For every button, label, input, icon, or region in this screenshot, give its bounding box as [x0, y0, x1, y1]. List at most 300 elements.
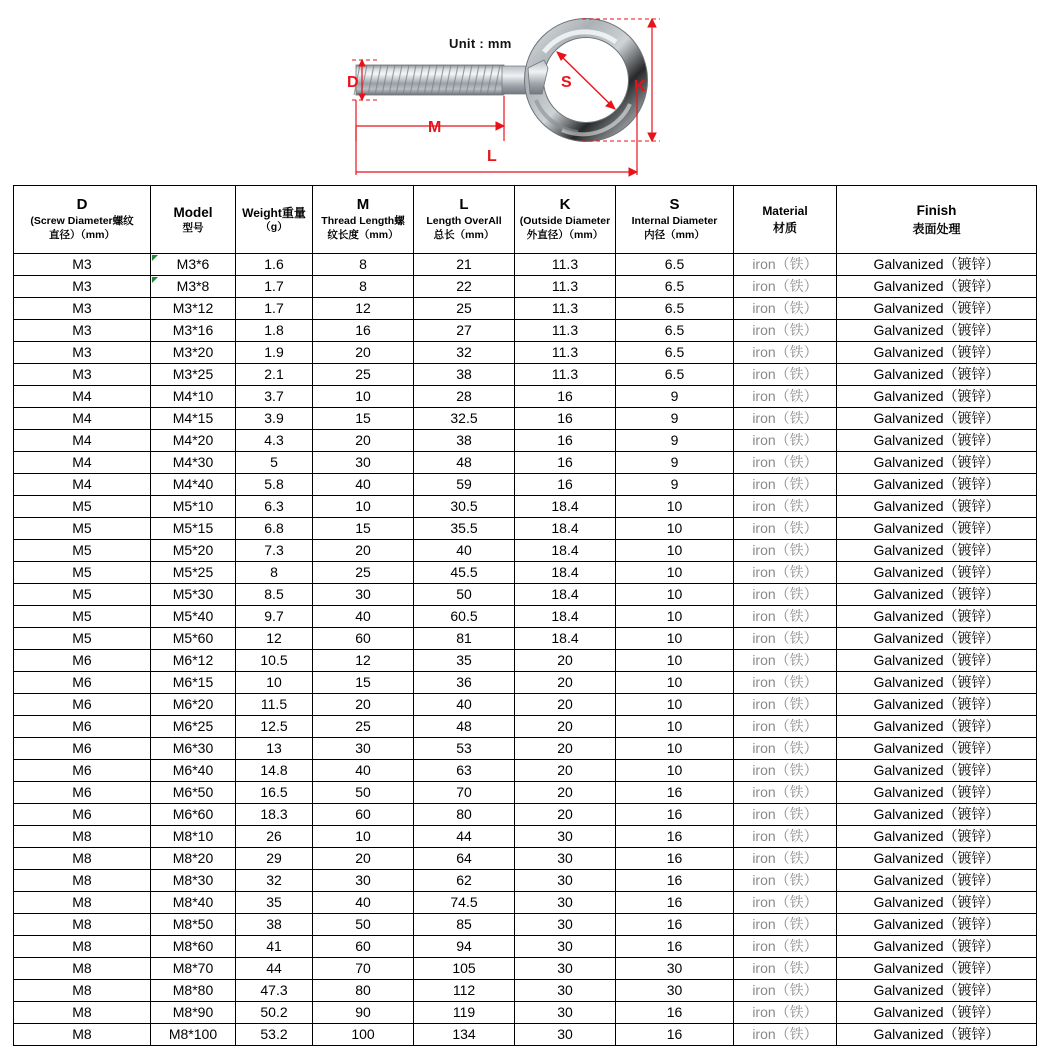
cell-weight: 3.7 [236, 386, 313, 408]
cell-finish: Galvanized（镀锌） [837, 716, 1037, 738]
column-header-finish [837, 186, 1037, 254]
cell-internal-diameter: 30 [616, 980, 734, 1002]
cell-outside-diameter: 30 [515, 870, 616, 892]
cell-thread-length: 15 [313, 672, 414, 694]
cell-internal-diameter: 10 [616, 540, 734, 562]
cell-screw-diameter: M4 [14, 452, 151, 474]
cell-length-overall: 35.5 [414, 518, 515, 540]
cell-material: iron（铁） [734, 760, 837, 782]
cell-length-overall: 74.5 [414, 892, 515, 914]
table-row [14, 562, 1037, 584]
cell-model: M5*40 [151, 606, 236, 628]
cell-model: M5*60 [151, 628, 236, 650]
cell-thread-length: 20 [313, 540, 414, 562]
cell-finish: Galvanized（镀锌） [837, 474, 1037, 496]
cell-screw-diameter: M5 [14, 584, 151, 606]
cell-length-overall: 94 [414, 936, 515, 958]
cell-length-overall: 38 [414, 430, 515, 452]
table-row [14, 826, 1037, 848]
cell-model: M3*12 [151, 298, 236, 320]
cell-internal-diameter: 16 [616, 848, 734, 870]
cell-finish: Galvanized（镀锌） [837, 408, 1037, 430]
cell-thread-length: 12 [313, 650, 414, 672]
cell-material: iron（铁） [734, 914, 837, 936]
cell-model: M3*25 [151, 364, 236, 386]
cell-thread-length: 10 [313, 496, 414, 518]
cell-internal-diameter: 16 [616, 782, 734, 804]
cell-internal-diameter: 10 [616, 760, 734, 782]
cell-thread-length: 30 [313, 452, 414, 474]
cell-weight: 1.9 [236, 342, 313, 364]
cell-weight: 14.8 [236, 760, 313, 782]
cell-length-overall: 21 [414, 254, 515, 276]
cell-internal-diameter: 10 [616, 628, 734, 650]
column-header-d [14, 186, 151, 254]
column-header-material [734, 186, 837, 254]
cell-model: M6*20 [151, 694, 236, 716]
column-header-m-sub: Thread Length螺 [321, 215, 405, 228]
cell-weight: 7.3 [236, 540, 313, 562]
dimension-label-d: D [347, 74, 359, 91]
cell-internal-diameter: 16 [616, 892, 734, 914]
cell-weight: 1.7 [236, 276, 313, 298]
cell-internal-diameter: 9 [616, 408, 734, 430]
cell-material: iron（铁） [734, 782, 837, 804]
cell-finish: Galvanized（镀锌） [837, 540, 1037, 562]
cell-weight: 6.8 [236, 518, 313, 540]
cell-material: iron（铁） [734, 452, 837, 474]
cell-finish: Galvanized（镀锌） [837, 694, 1037, 716]
cell-thread-length: 8 [313, 254, 414, 276]
table-row [14, 914, 1037, 936]
cell-model: M3*20 [151, 342, 236, 364]
cell-screw-diameter: M6 [14, 804, 151, 826]
cell-model: M5*30 [151, 584, 236, 606]
cell-outside-diameter: 11.3 [515, 298, 616, 320]
cell-model: M4*10 [151, 386, 236, 408]
cell-outside-diameter: 30 [515, 1024, 616, 1046]
cell-finish: Galvanized（镀锌） [837, 782, 1037, 804]
cell-thread-length: 20 [313, 848, 414, 870]
column-header-material-sub: 材质 [772, 220, 797, 235]
cell-weight: 12 [236, 628, 313, 650]
cell-finish: Galvanized（镀锌） [837, 562, 1037, 584]
table-row [14, 540, 1037, 562]
column-header-k-sub: (Outside Diameter [519, 215, 611, 228]
cell-outside-diameter: 30 [515, 1002, 616, 1024]
cell-model: M5*25 [151, 562, 236, 584]
table-row [14, 452, 1037, 474]
cell-length-overall: 28 [414, 386, 515, 408]
cell-model: M6*30 [151, 738, 236, 760]
cell-model [151, 254, 236, 276]
cell-material: iron（铁） [734, 980, 837, 1002]
cell-material: iron（铁） [734, 408, 837, 430]
cell-weight: 18.3 [236, 804, 313, 826]
column-header-s [616, 186, 734, 254]
table-row [14, 870, 1037, 892]
cell-length-overall: 22 [414, 276, 515, 298]
cell-material: iron（铁） [734, 892, 837, 914]
cell-model: M4*30 [151, 452, 236, 474]
cell-model: M6*15 [151, 672, 236, 694]
cell-material: iron（铁） [734, 540, 837, 562]
cell-thread-length: 25 [313, 364, 414, 386]
table-row [14, 628, 1037, 650]
cell-outside-diameter: 30 [515, 848, 616, 870]
cell-finish: Galvanized（镀锌） [837, 936, 1037, 958]
cell-model: M4*40 [151, 474, 236, 496]
cell-finish: Galvanized（镀锌） [837, 980, 1037, 1002]
table-row [14, 320, 1037, 342]
column-header-k-sub2: 外直径）（mm） [526, 229, 604, 241]
cell-internal-diameter: 16 [616, 870, 734, 892]
cell-length-overall: 70 [414, 782, 515, 804]
table-row [14, 298, 1037, 320]
column-header-k-main: K [559, 196, 571, 214]
cell-thread-length: 60 [313, 936, 414, 958]
cell-weight: 41 [236, 936, 313, 958]
column-header-l-sub2: 总长（mm） [433, 229, 495, 241]
cell-material: iron（铁） [734, 804, 837, 826]
cell-comment-marker-icon [152, 255, 158, 261]
table-body [14, 254, 1037, 1046]
cell-length-overall: 50 [414, 584, 515, 606]
table-row [14, 980, 1037, 1002]
cell-internal-diameter: 16 [616, 936, 734, 958]
cell-thread-length: 8 [313, 276, 414, 298]
column-header-s-main: S [669, 196, 680, 214]
column-header-s-sub2: 内径（mm） [644, 229, 705, 241]
cell-thread-length: 10 [313, 826, 414, 848]
cell-screw-diameter: M5 [14, 606, 151, 628]
cell-thread-length: 60 [313, 804, 414, 826]
cell-finish: Galvanized（镀锌） [837, 760, 1037, 782]
cell-outside-diameter: 30 [515, 980, 616, 1002]
cell-outside-diameter: 20 [515, 672, 616, 694]
cell-outside-diameter: 11.3 [515, 364, 616, 386]
cell-internal-diameter: 10 [616, 562, 734, 584]
cell-model: M4*20 [151, 430, 236, 452]
cell-length-overall: 134 [414, 1024, 515, 1046]
cell-outside-diameter: 11.3 [515, 342, 616, 364]
table-row [14, 606, 1037, 628]
cell-weight: 16.5 [236, 782, 313, 804]
table-row [14, 716, 1037, 738]
table-row [14, 848, 1037, 870]
cell-outside-diameter: 30 [515, 958, 616, 980]
cell-screw-diameter: M5 [14, 628, 151, 650]
cell-weight: 10.5 [236, 650, 313, 672]
cell-length-overall: 105 [414, 958, 515, 980]
cell-model: M6*40 [151, 760, 236, 782]
cell-material: iron（铁） [734, 672, 837, 694]
table-row [14, 496, 1037, 518]
cell-model: M8*80 [151, 980, 236, 1002]
cell-weight: 50.2 [236, 1002, 313, 1024]
table-row [14, 342, 1037, 364]
cell-screw-diameter: M6 [14, 694, 151, 716]
cell-model: M4*15 [151, 408, 236, 430]
cell-screw-diameter: M6 [14, 650, 151, 672]
cell-weight: 13 [236, 738, 313, 760]
cell-thread-length: 20 [313, 430, 414, 452]
cell-length-overall: 62 [414, 870, 515, 892]
cell-finish: Galvanized（镀锌） [837, 672, 1037, 694]
cell-material: iron（铁） [734, 958, 837, 980]
cell-length-overall: 44 [414, 826, 515, 848]
table-row [14, 782, 1037, 804]
table-row [14, 804, 1037, 826]
cell-material: iron（铁） [734, 518, 837, 540]
cell-material: iron（铁） [734, 386, 837, 408]
cell-length-overall: 63 [414, 760, 515, 782]
cell-internal-diameter: 6.5 [616, 364, 734, 386]
column-header-m [313, 186, 414, 254]
cell-thread-length: 70 [313, 958, 414, 980]
dimension-label-s: S [561, 74, 572, 91]
column-header-l [414, 186, 515, 254]
table-row [14, 430, 1037, 452]
cell-internal-diameter: 16 [616, 804, 734, 826]
cell-model: M8*10 [151, 826, 236, 848]
cell-internal-diameter: 6.5 [616, 298, 734, 320]
cell-model: M8*60 [151, 936, 236, 958]
table-row [14, 276, 1037, 298]
cell-finish: Galvanized（镀锌） [837, 386, 1037, 408]
cell-screw-diameter: M5 [14, 540, 151, 562]
cell-thread-length: 10 [313, 386, 414, 408]
table-row [14, 694, 1037, 716]
cell-length-overall: 119 [414, 1002, 515, 1024]
cell-finish: Galvanized（镀锌） [837, 1002, 1037, 1024]
cell-model: M8*90 [151, 1002, 236, 1024]
cell-thread-length: 30 [313, 584, 414, 606]
cell-material: iron（铁） [734, 870, 837, 892]
table-row [14, 584, 1037, 606]
column-header-model-main: Model [173, 204, 213, 220]
cell-material: iron（铁） [734, 430, 837, 452]
cell-outside-diameter: 18.4 [515, 496, 616, 518]
cell-weight: 8 [236, 562, 313, 584]
dimension-label-k: K [634, 78, 646, 95]
cell-finish: Galvanized（镀锌） [837, 628, 1037, 650]
cell-screw-diameter: M8 [14, 914, 151, 936]
cell-material: iron（铁） [734, 738, 837, 760]
cell-thread-length: 15 [313, 518, 414, 540]
cell-screw-diameter: M3 [14, 254, 151, 276]
cell-material: iron（铁） [734, 254, 837, 276]
cell-finish: Galvanized（镀锌） [837, 1024, 1037, 1046]
cell-finish: Galvanized（镀锌） [837, 650, 1037, 672]
column-header-d-sub2: 直径）（mm） [49, 229, 115, 241]
cell-material: iron（铁） [734, 584, 837, 606]
cell-length-overall: 27 [414, 320, 515, 342]
dimension-label-l: L [487, 148, 497, 165]
cell-length-overall: 60.5 [414, 606, 515, 628]
cell-length-overall: 53 [414, 738, 515, 760]
cell-material: iron（铁） [734, 628, 837, 650]
cell-model: M8*70 [151, 958, 236, 980]
cell-length-overall: 38 [414, 364, 515, 386]
cell-outside-diameter: 16 [515, 430, 616, 452]
cell-material: iron（铁） [734, 716, 837, 738]
cell-length-overall: 25 [414, 298, 515, 320]
cell-screw-diameter: M4 [14, 386, 151, 408]
table-row [14, 958, 1037, 980]
cell-material: iron（铁） [734, 694, 837, 716]
cell-model-text: M3*6 [176, 256, 210, 272]
cell-outside-diameter: 11.3 [515, 254, 616, 276]
cell-internal-diameter: 16 [616, 826, 734, 848]
cell-length-overall: 35 [414, 650, 515, 672]
product-diagram [0, 0, 1051, 185]
cell-weight: 8.5 [236, 584, 313, 606]
cell-thread-length: 12 [313, 298, 414, 320]
cell-material: iron（铁） [734, 936, 837, 958]
table-row [14, 760, 1037, 782]
cell-internal-diameter: 10 [616, 716, 734, 738]
column-header-l-sub: Length OverAll [426, 215, 502, 228]
table-row [14, 408, 1037, 430]
cell-screw-diameter: M5 [14, 562, 151, 584]
cell-outside-diameter: 18.4 [515, 518, 616, 540]
cell-outside-diameter: 20 [515, 760, 616, 782]
cell-finish: Galvanized（镀锌） [837, 430, 1037, 452]
unit-label: Unit : mm [449, 36, 512, 51]
cell-finish: Galvanized（镀锌） [837, 364, 1037, 386]
cell-model: M5*10 [151, 496, 236, 518]
cell-weight: 38 [236, 914, 313, 936]
cell-length-overall: 64 [414, 848, 515, 870]
column-header-d-main: D [76, 196, 88, 214]
table-row [14, 386, 1037, 408]
cell-weight: 11.5 [236, 694, 313, 716]
cell-model: M6*25 [151, 716, 236, 738]
table-header-row [14, 186, 1037, 254]
cell-screw-diameter: M8 [14, 958, 151, 980]
cell-length-overall: 36 [414, 672, 515, 694]
cell-model: M6*12 [151, 650, 236, 672]
cell-thread-length: 90 [313, 1002, 414, 1024]
cell-length-overall: 85 [414, 914, 515, 936]
cell-outside-diameter: 30 [515, 914, 616, 936]
cell-screw-diameter: M6 [14, 672, 151, 694]
cell-thread-length: 50 [313, 914, 414, 936]
cell-length-overall: 32 [414, 342, 515, 364]
cell-thread-length: 20 [313, 694, 414, 716]
cell-weight: 32 [236, 870, 313, 892]
cell-thread-length: 80 [313, 980, 414, 1002]
cell-internal-diameter: 10 [616, 694, 734, 716]
cell-finish: Galvanized（镀锌） [837, 584, 1037, 606]
column-header-d-sub: (Screw Diameter螺纹 [30, 215, 134, 228]
cell-outside-diameter: 18.4 [515, 562, 616, 584]
cell-internal-diameter: 16 [616, 1024, 734, 1046]
cell-weight: 4.3 [236, 430, 313, 452]
cell-model-text: M3*8 [176, 278, 210, 294]
column-header-weight [236, 186, 313, 254]
cell-outside-diameter: 18.4 [515, 540, 616, 562]
cell-thread-length: 30 [313, 870, 414, 892]
cell-model: M8*30 [151, 870, 236, 892]
column-header-m-main: M [356, 196, 370, 214]
cell-thread-length: 40 [313, 606, 414, 628]
cell-weight: 53.2 [236, 1024, 313, 1046]
table-row [14, 474, 1037, 496]
cell-weight: 47.3 [236, 980, 313, 1002]
bolt-shaft [354, 65, 532, 95]
cell-internal-diameter: 30 [616, 958, 734, 980]
column-header-m-sub2: 纹长度（mm） [327, 229, 399, 241]
cell-weight: 6.3 [236, 496, 313, 518]
cell-screw-diameter: M8 [14, 1002, 151, 1024]
cell-screw-diameter: M8 [14, 870, 151, 892]
cell-internal-diameter: 10 [616, 496, 734, 518]
cell-weight: 5 [236, 452, 313, 474]
table-row [14, 1024, 1037, 1046]
cell-length-overall: 112 [414, 980, 515, 1002]
cell-screw-diameter: M4 [14, 408, 151, 430]
cell-length-overall: 48 [414, 716, 515, 738]
cell-screw-diameter: M8 [14, 980, 151, 1002]
cell-internal-diameter: 6.5 [616, 320, 734, 342]
cell-internal-diameter: 9 [616, 430, 734, 452]
cell-length-overall: 81 [414, 628, 515, 650]
cell-screw-diameter: M4 [14, 430, 151, 452]
cell-material: iron（铁） [734, 496, 837, 518]
table-row [14, 364, 1037, 386]
cell-thread-length: 40 [313, 474, 414, 496]
cell-model [151, 276, 236, 298]
cell-screw-diameter: M8 [14, 936, 151, 958]
table-row [14, 892, 1037, 914]
table-row [14, 254, 1037, 276]
cell-internal-diameter: 9 [616, 452, 734, 474]
cell-thread-length: 60 [313, 628, 414, 650]
cell-model: M5*15 [151, 518, 236, 540]
cell-weight: 5.8 [236, 474, 313, 496]
cell-outside-diameter: 16 [515, 452, 616, 474]
cell-outside-diameter: 16 [515, 474, 616, 496]
cell-length-overall: 30.5 [414, 496, 515, 518]
cell-thread-length: 16 [313, 320, 414, 342]
cell-material: iron（铁） [734, 650, 837, 672]
cell-model: M5*20 [151, 540, 236, 562]
cell-weight: 1.8 [236, 320, 313, 342]
cell-internal-diameter: 10 [616, 650, 734, 672]
cell-internal-diameter: 10 [616, 584, 734, 606]
column-header-finish-sub: 表面处理 [912, 221, 961, 236]
cell-internal-diameter: 6.5 [616, 276, 734, 298]
cell-thread-length: 25 [313, 716, 414, 738]
column-header-weight-main: Weight重量 [242, 205, 306, 220]
cell-internal-diameter: 9 [616, 474, 734, 496]
cell-screw-diameter: M6 [14, 738, 151, 760]
cell-screw-diameter: M6 [14, 716, 151, 738]
cell-model: M8*50 [151, 914, 236, 936]
cell-internal-diameter: 10 [616, 606, 734, 628]
cell-screw-diameter: M3 [14, 298, 151, 320]
cell-internal-diameter: 6.5 [616, 342, 734, 364]
cell-finish: Galvanized（镀锌） [837, 826, 1037, 848]
cell-finish: Galvanized（镀锌） [837, 276, 1037, 298]
cell-outside-diameter: 16 [515, 386, 616, 408]
table-row [14, 936, 1037, 958]
cell-material: iron（铁） [734, 606, 837, 628]
cell-material: iron（铁） [734, 320, 837, 342]
column-header-model-sub: 型号 [182, 221, 204, 234]
